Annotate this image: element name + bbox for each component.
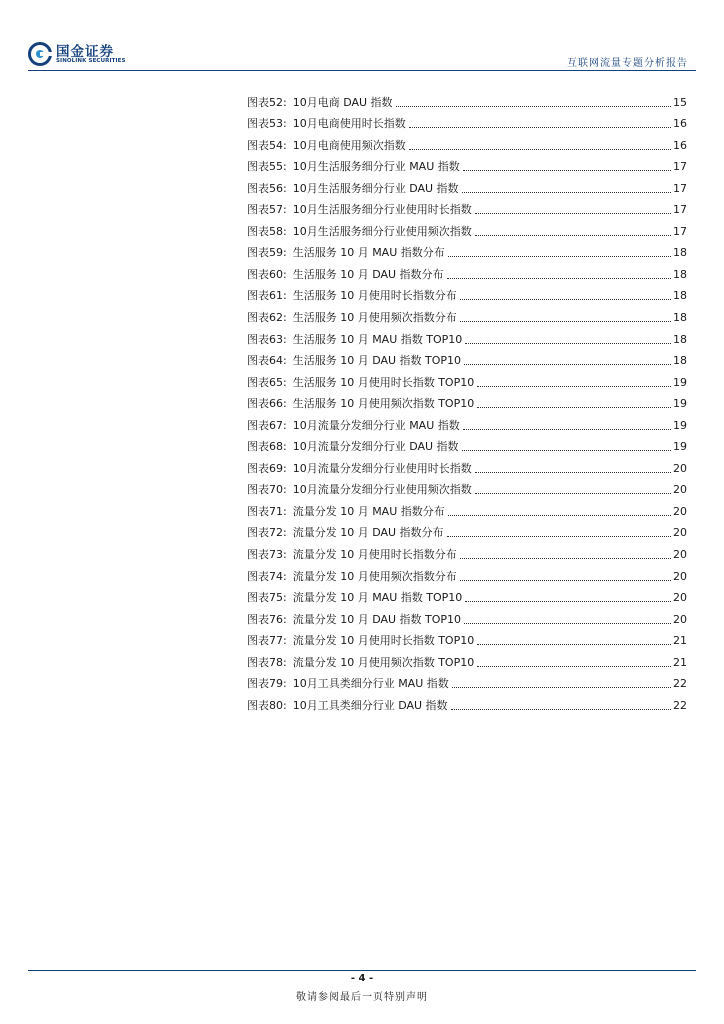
toc-entry-label <box>247 656 474 670</box>
toc-entry-label <box>247 397 474 411</box>
toc-entry-title: 10月流量分发细分行业 DAU 指数 <box>292 440 459 454</box>
toc-entry-label <box>247 613 461 627</box>
toc-leader-dots <box>475 472 671 473</box>
toc-entry-label <box>247 160 460 174</box>
toc-entry-number: 图表59: <box>247 246 287 260</box>
toc-entry-title: 流量分发 10 月 DAU 指数 TOP10 <box>292 612 462 626</box>
toc-leader-dots <box>460 580 671 581</box>
toc-entry-title: 生活服务 10 月使用频次指数 TOP10 <box>292 397 475 411</box>
toc-entry[interactable] <box>247 325 687 347</box>
toc-entry-label <box>247 634 474 648</box>
table-of-figures <box>247 88 687 713</box>
toc-leader-dots <box>477 386 671 387</box>
toc-entry-number: 图表54: <box>247 138 287 152</box>
toc-entry-title: 生活服务 10 月 MAU 指数分布 <box>292 246 445 260</box>
header-divider <box>28 70 696 71</box>
toc-leader-dots <box>465 601 671 602</box>
toc-entry-page: 20 <box>673 612 687 626</box>
toc-entry[interactable] <box>247 303 687 325</box>
toc-leader-dots <box>463 170 671 171</box>
report-title: 互联网流量专题分析报告 <box>567 58 688 69</box>
toc-entry-title: 10月生活服务细分行业使用时长指数 <box>292 203 472 217</box>
toc-entry-number: 图表61: <box>247 289 287 303</box>
toc-entry-title: 生活服务 10 月 MAU 指数 TOP10 <box>292 332 463 346</box>
toc-leader-dots <box>448 515 671 516</box>
toc-entry-label <box>247 203 472 217</box>
toc-entry-label <box>247 505 445 519</box>
toc-leader-dots <box>477 644 671 645</box>
toc-leader-dots <box>447 278 671 279</box>
toc-leader-dots <box>448 256 671 257</box>
toc-entry-number: 图表76: <box>247 612 287 626</box>
toc-entry[interactable] <box>247 217 687 239</box>
toc-entry-title: 10月生活服务细分行业 MAU 指数 <box>292 160 460 174</box>
toc-entry-number: 图表69: <box>247 461 287 475</box>
toc-entry-number: 图表68: <box>247 440 287 454</box>
logo-chinese-name: 国金证券 <box>56 44 114 60</box>
toc-entry-page: 20 <box>673 504 687 518</box>
toc-entry-title: 10月电商使用频次指数 <box>292 138 406 152</box>
footer-disclaimer: 敬请参阅最后一页特别声明 <box>296 992 428 1003</box>
toc-leader-dots <box>409 127 671 128</box>
toc-leader-dots <box>465 343 671 344</box>
toc-entry-number: 图表55: <box>247 160 287 174</box>
toc-leader-dots <box>460 299 671 300</box>
footer-divider <box>28 970 696 971</box>
toc-entry-number: 图表53: <box>247 117 287 131</box>
toc-leader-dots <box>409 149 671 150</box>
toc-entry-title: 流量分发 10 月 MAU 指数分布 <box>292 504 445 518</box>
toc-entry-label <box>247 699 448 713</box>
toc-entry-title: 10月流量分发细分行业使用频次指数 <box>292 483 472 497</box>
toc-entry-label <box>247 139 406 153</box>
toc-entry-label <box>247 333 462 347</box>
toc-entry[interactable] <box>247 648 687 670</box>
toc-entry-page: 15 <box>673 95 687 109</box>
toc-entry-number: 图表65: <box>247 375 287 389</box>
toc-entry-label <box>247 376 474 390</box>
toc-entry-title: 生活服务 10 月 DAU 指数 TOP10 <box>292 354 462 368</box>
toc-entry[interactable] <box>247 454 687 476</box>
toc-entry-title: 流量分发 10 月使用时长指数 TOP10 <box>292 634 475 648</box>
toc-entry-label <box>247 289 457 303</box>
toc-entry-page: 22 <box>673 677 687 691</box>
toc-entry[interactable] <box>247 390 687 412</box>
toc-entry[interactable] <box>247 282 687 304</box>
sinolink-logo-icon <box>28 42 52 66</box>
toc-entry-title: 10月流量分发细分行业使用时长指数 <box>292 461 472 475</box>
logo-english-name: SINOLINK SECURITIES <box>56 58 126 64</box>
toc-entry-label <box>247 548 457 562</box>
page-number: - 4 - <box>350 973 374 984</box>
toc-entry-title: 10月电商使用时长指数 <box>292 117 406 131</box>
toc-entry-number: 图表57: <box>247 203 287 217</box>
toc-entry-page: 20 <box>673 461 687 475</box>
toc-leader-dots <box>475 493 671 494</box>
toc-entry[interactable] <box>247 347 687 369</box>
toc-entry-number: 图表79: <box>247 677 287 691</box>
toc-entry-title: 生活服务 10 月使用频次指数分布 <box>292 311 457 325</box>
toc-entry-title: 10月生活服务细分行业 DAU 指数 <box>292 181 459 195</box>
toc-entry-label <box>247 311 457 325</box>
toc-entry[interactable] <box>247 196 687 218</box>
toc-entry-number: 图表64: <box>247 354 287 368</box>
toc-entry-label <box>247 419 460 433</box>
toc-entry-title: 流量分发 10 月 DAU 指数分布 <box>292 526 444 540</box>
toc-leader-dots <box>477 407 671 408</box>
toc-entry-title: 10月工具类细分行业 DAU 指数 <box>292 698 448 712</box>
toc-entry-page: 19 <box>673 375 687 389</box>
toc-entry-page: 21 <box>673 634 687 648</box>
toc-entry-number: 图表71: <box>247 504 287 518</box>
toc-entry[interactable] <box>247 411 687 433</box>
toc-leader-dots <box>460 558 671 559</box>
toc-leader-dots <box>396 106 671 107</box>
toc-entry-label <box>247 591 462 605</box>
toc-entry-number: 图表77: <box>247 634 287 648</box>
toc-entry-number: 图表63: <box>247 332 287 346</box>
toc-entry-number: 图表70: <box>247 483 287 497</box>
toc-entry-label <box>247 182 459 196</box>
toc-entry-label <box>247 117 406 131</box>
toc-entry-number: 图表75: <box>247 591 287 605</box>
toc-entry-label <box>247 677 449 691</box>
toc-entry-number: 图表73: <box>247 548 287 562</box>
toc-entry-number: 图表62: <box>247 311 287 325</box>
toc-entry[interactable] <box>247 627 687 649</box>
toc-entry-page: 20 <box>673 591 687 605</box>
toc-entry-page: 21 <box>673 655 687 669</box>
toc-entry-label <box>247 268 444 282</box>
toc-entry-label <box>247 462 472 476</box>
toc-entry[interactable] <box>247 562 687 584</box>
toc-entry-title: 流量分发 10 月使用频次指数 TOP10 <box>292 655 475 669</box>
toc-entry-page: 17 <box>673 224 687 238</box>
toc-leader-dots <box>475 235 671 236</box>
toc-entry-number: 图表66: <box>247 397 287 411</box>
toc-entry[interactable] <box>247 131 687 153</box>
toc-entry[interactable] <box>247 88 687 110</box>
page-header <box>0 0 724 70</box>
toc-entry[interactable] <box>247 174 687 196</box>
toc-entry-number: 图表80: <box>247 698 287 712</box>
toc-entry-page: 20 <box>673 526 687 540</box>
toc-entry-page: 18 <box>673 332 687 346</box>
toc-leader-dots <box>452 687 671 688</box>
toc-entry[interactable] <box>247 260 687 282</box>
toc-entry[interactable] <box>247 239 687 261</box>
toc-entry-page: 20 <box>673 569 687 583</box>
toc-entry-page: 20 <box>673 483 687 497</box>
toc-entry-page: 18 <box>673 354 687 368</box>
toc-leader-dots <box>463 429 671 430</box>
toc-entry-page: 18 <box>673 246 687 260</box>
toc-entry[interactable] <box>247 368 687 390</box>
toc-entry-label <box>247 225 472 239</box>
toc-entry-number: 图表56: <box>247 181 287 195</box>
toc-entry-label <box>247 354 461 368</box>
toc-entry-page: 19 <box>673 418 687 432</box>
toc-entry-page: 18 <box>673 289 687 303</box>
toc-entry[interactable] <box>247 519 687 541</box>
toc-entry-label <box>247 246 445 260</box>
toc-leader-dots <box>464 623 671 624</box>
toc-entry[interactable] <box>247 110 687 132</box>
toc-entry-label <box>247 96 393 110</box>
toc-entry-page: 17 <box>673 203 687 217</box>
toc-entry-label <box>247 526 444 540</box>
toc-entry-title: 生活服务 10 月使用时长指数 TOP10 <box>292 375 475 389</box>
toc-leader-dots <box>475 213 671 214</box>
toc-entry-title: 生活服务 10 月使用时长指数分布 <box>292 289 457 303</box>
toc-entry[interactable] <box>247 476 687 498</box>
toc-entry-page: 20 <box>673 548 687 562</box>
toc-entry-number: 图表78: <box>247 655 287 669</box>
toc-entry-page: 18 <box>673 267 687 281</box>
toc-entry-number: 图表52: <box>247 95 287 109</box>
toc-entry-page: 16 <box>673 117 687 131</box>
toc-entry-title: 10月生活服务细分行业使用频次指数 <box>292 224 472 238</box>
toc-entry[interactable] <box>247 670 687 692</box>
toc-entry-title: 生活服务 10 月 DAU 指数分布 <box>292 267 444 281</box>
toc-entry[interactable] <box>247 153 687 175</box>
toc-entry-number: 图表74: <box>247 569 287 583</box>
toc-entry-page: 18 <box>673 311 687 325</box>
toc-entry[interactable] <box>247 497 687 519</box>
toc-entry-page: 16 <box>673 138 687 152</box>
toc-entry-title: 10月工具类细分行业 MAU 指数 <box>292 677 449 691</box>
toc-entry-label <box>247 570 457 584</box>
toc-entry-number: 图表58: <box>247 224 287 238</box>
toc-entry-number: 图表72: <box>247 526 287 540</box>
toc-entry-page: 19 <box>673 397 687 411</box>
toc-entry[interactable] <box>247 605 687 627</box>
toc-entry-title: 10月电商 DAU 指数 <box>292 95 393 109</box>
toc-leader-dots <box>464 364 671 365</box>
toc-leader-dots <box>447 536 671 537</box>
toc-entry-number: 图表67: <box>247 418 287 432</box>
toc-leader-dots <box>451 709 671 710</box>
toc-entry-label <box>247 483 472 497</box>
toc-entry-title: 10月流量分发细分行业 MAU 指数 <box>292 418 460 432</box>
toc-entry[interactable] <box>247 691 687 713</box>
toc-entry[interactable] <box>247 584 687 606</box>
toc-entry-title: 流量分发 10 月使用频次指数分布 <box>292 569 457 583</box>
toc-entry-number: 图表60: <box>247 267 287 281</box>
toc-leader-dots <box>462 192 671 193</box>
toc-entry-title: 流量分发 10 月 MAU 指数 TOP10 <box>292 591 463 605</box>
toc-leader-dots <box>460 321 671 322</box>
toc-entry[interactable] <box>247 433 687 455</box>
toc-entry[interactable] <box>247 540 687 562</box>
toc-leader-dots <box>477 666 671 667</box>
toc-entry-title: 流量分发 10 月使用时长指数分布 <box>292 548 457 562</box>
toc-entry-page: 17 <box>673 181 687 195</box>
toc-entry-page: 17 <box>673 160 687 174</box>
toc-entry-label <box>247 440 459 454</box>
toc-leader-dots <box>462 450 671 451</box>
toc-entry-page: 22 <box>673 698 687 712</box>
toc-entry-page: 19 <box>673 440 687 454</box>
